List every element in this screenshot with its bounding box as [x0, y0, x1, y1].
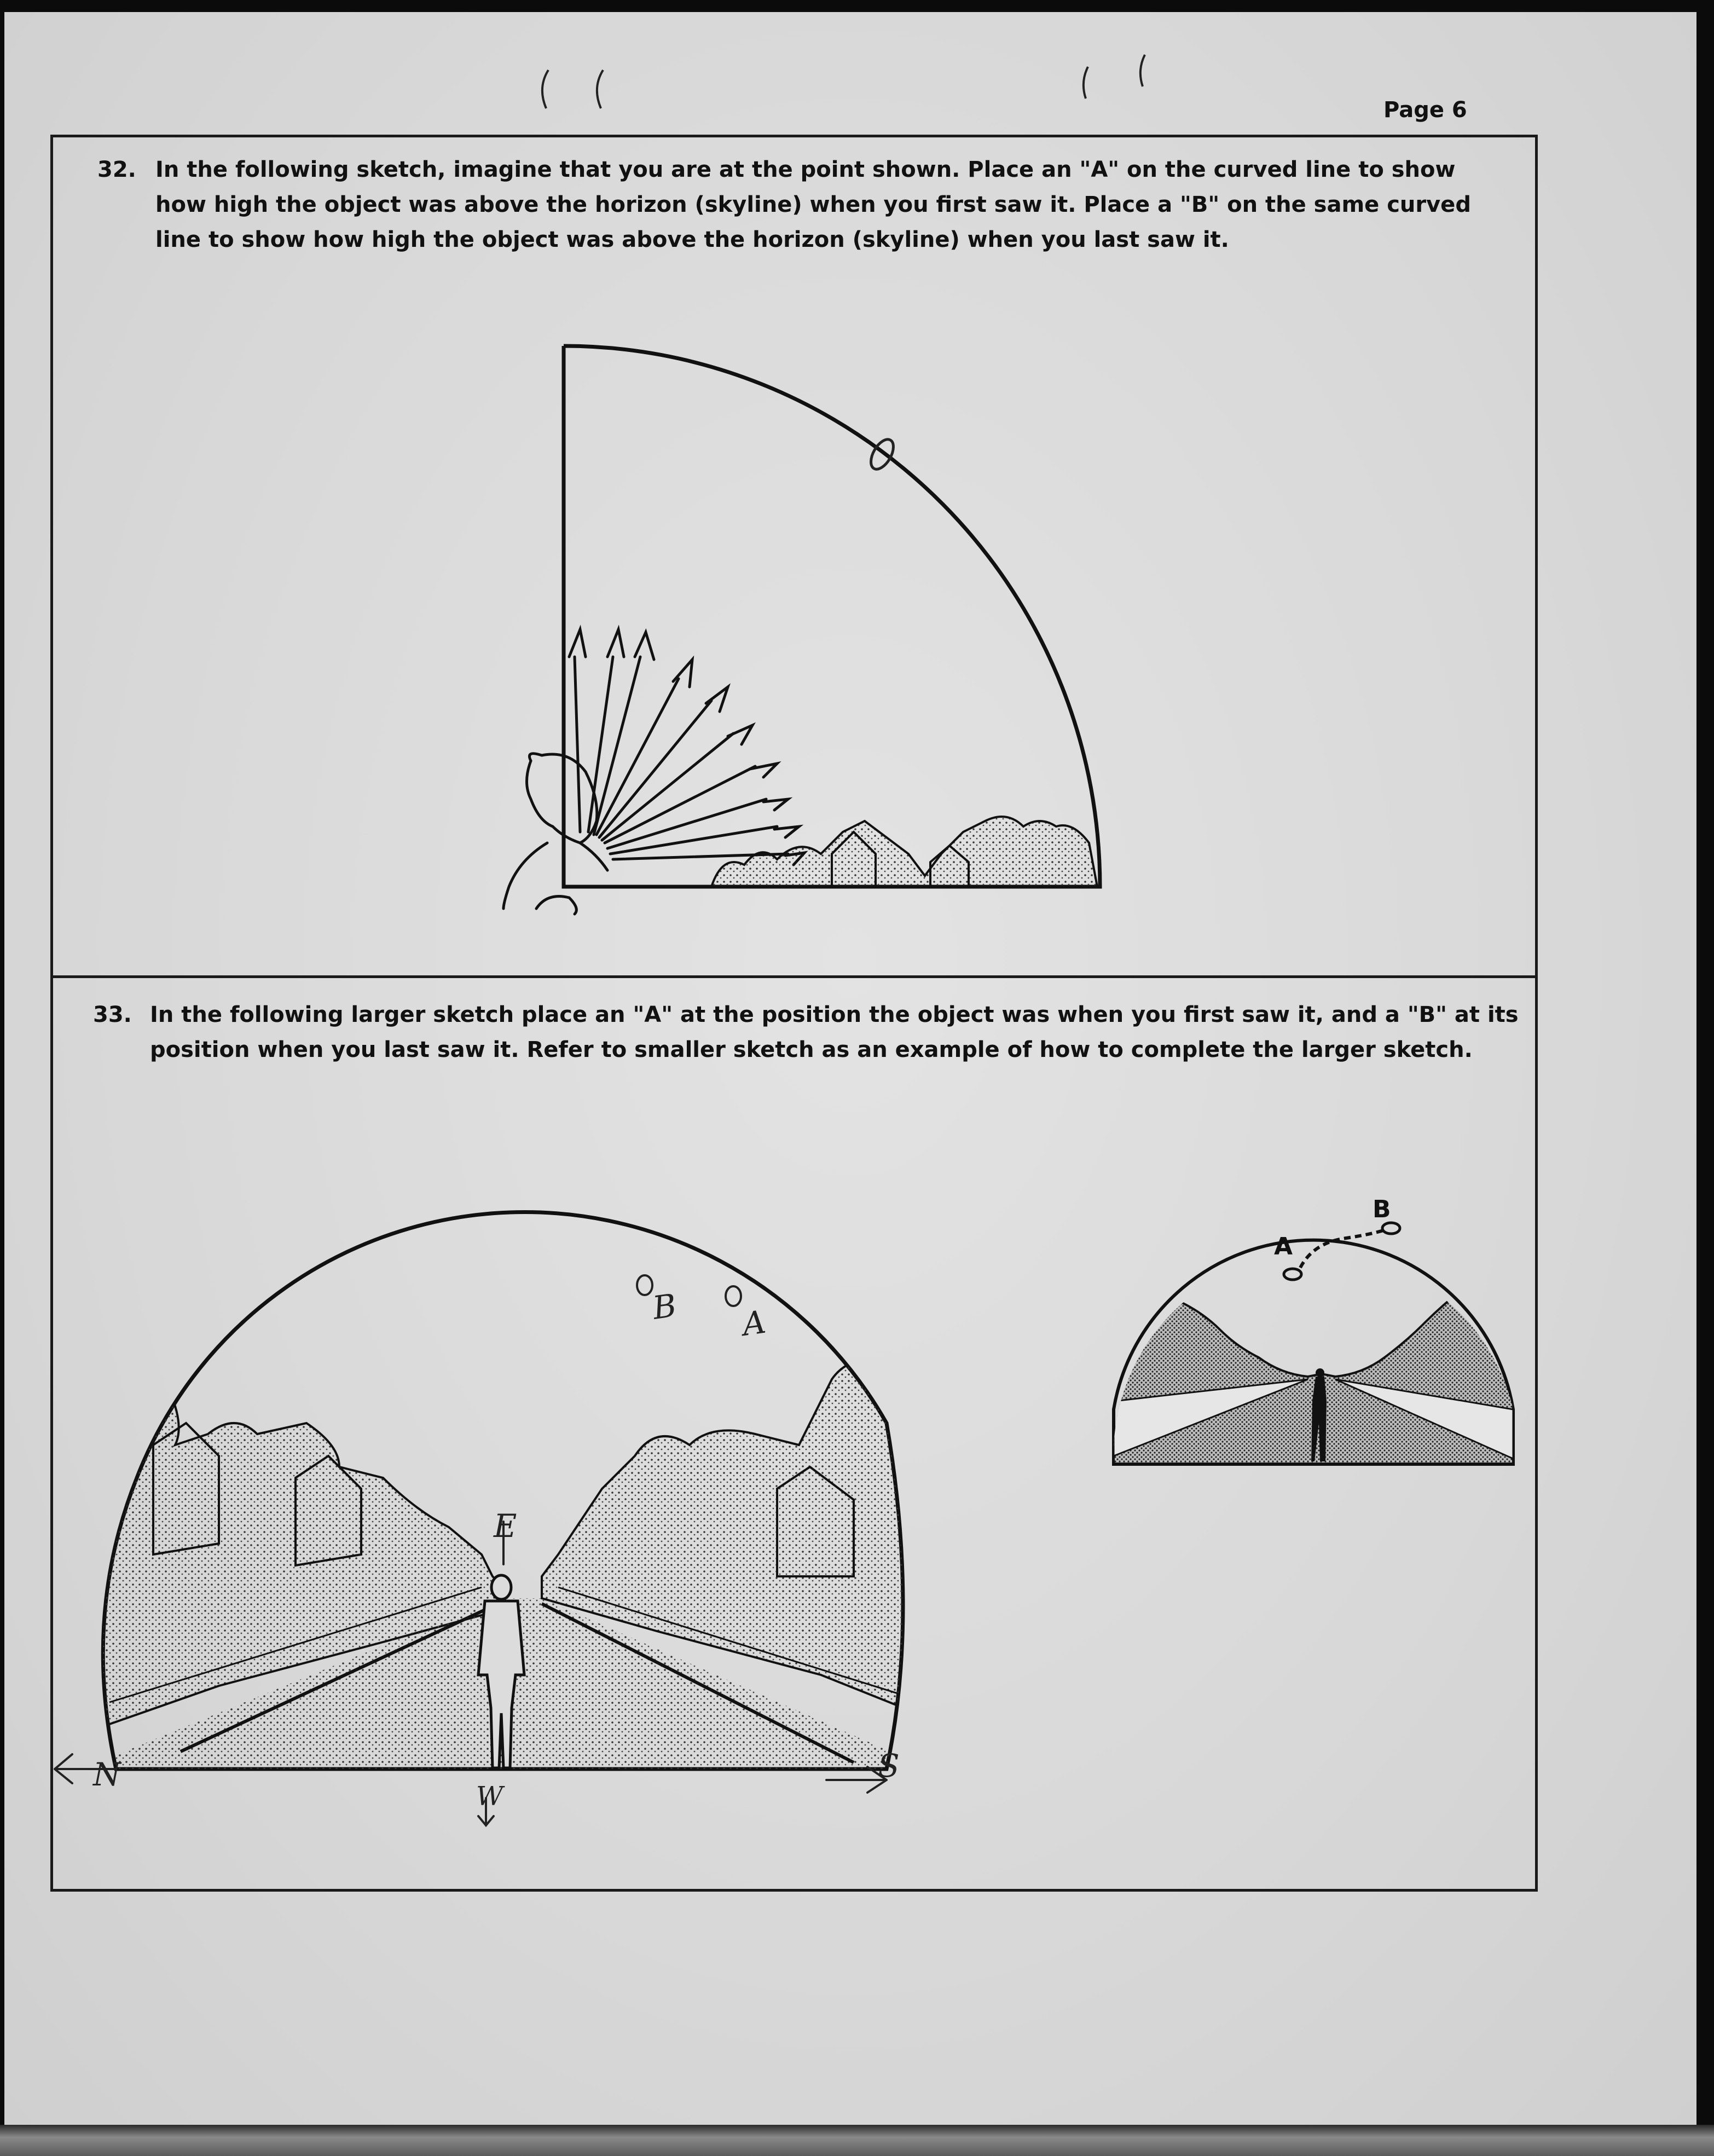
question-32-number: 32. — [97, 157, 136, 182]
handwritten-b: B — [650, 1286, 679, 1327]
question-32-text: In the following sketch, imagine that you are at the point shown. Place an "A" on the curved line to show how high the object was above the horizon (skyline) when you first saw it. Place a "B" on the same curved line to show how high the object was above the horizon (skyline) when you last saw it. — [155, 157, 1471, 252]
handwritten-west: W — [476, 1781, 503, 1812]
example-label-b: B — [1373, 1195, 1391, 1223]
page-number: Page 6 — [1383, 97, 1467, 123]
scan-marks — [542, 55, 1145, 108]
street-dome-sketch — [82, 1212, 930, 1769]
example-sketch — [1114, 1195, 1513, 1464]
handwritten-south: S — [878, 1747, 900, 1784]
question-33-text: In the following larger sketch place an "A" at the position the object was when you first saw it, and a "B" at its position when you last saw it. Refer to smaller sketch as an example of how to complete the larger sketch. — [150, 1002, 1519, 1062]
handwritten-east: E — [494, 1507, 517, 1545]
example-label-a: A — [1274, 1233, 1293, 1261]
question-33-number: 33. — [93, 1002, 132, 1027]
sky-quadrant-sketch — [503, 346, 1100, 914]
handwritten-a: A — [740, 1303, 768, 1343]
handwritten-north: N — [93, 1756, 121, 1793]
